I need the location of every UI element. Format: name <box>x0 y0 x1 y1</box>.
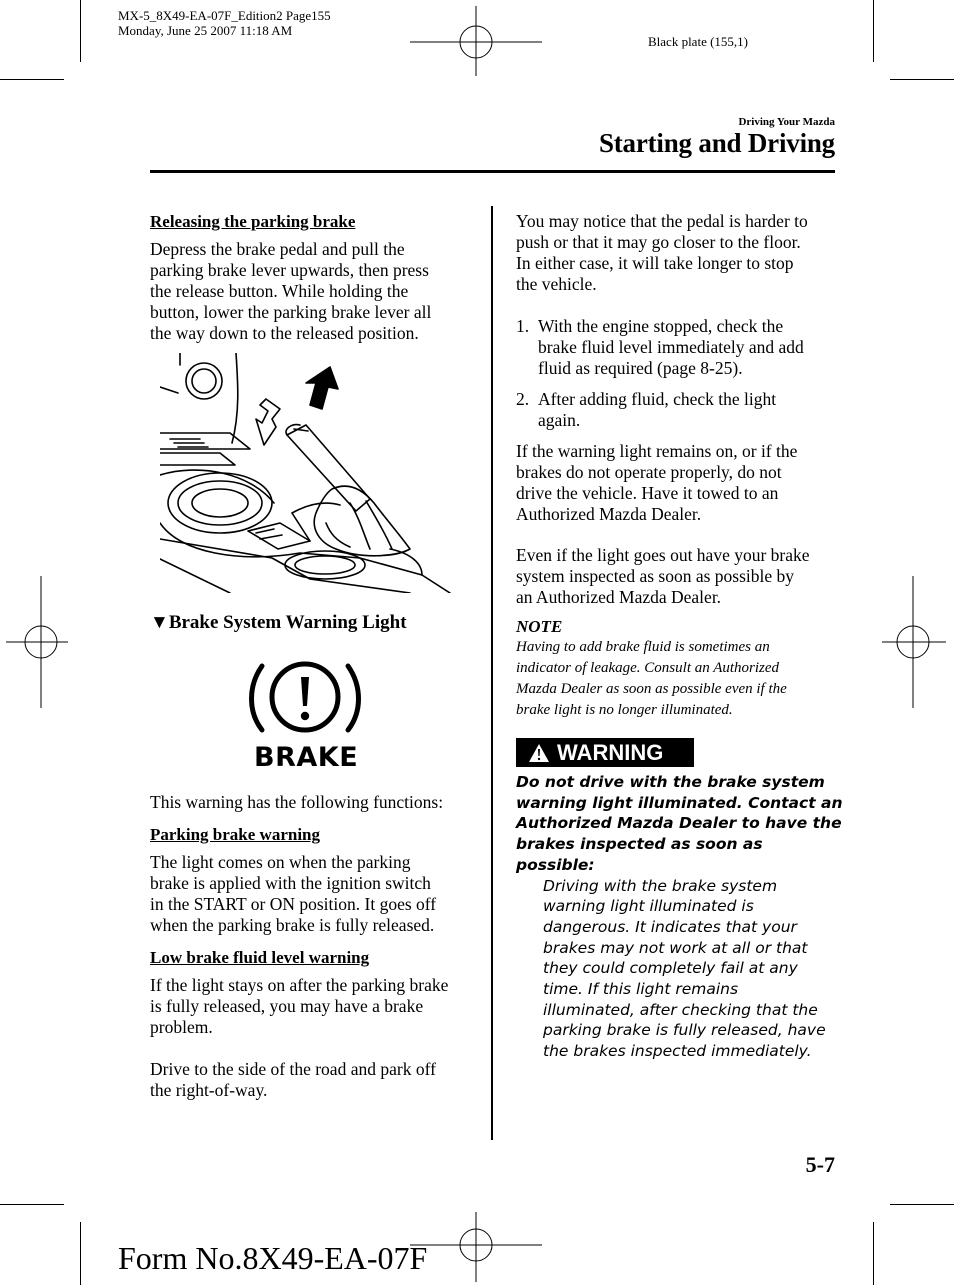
text-line: the way down to the released position. <box>150 323 419 343</box>
releasing-text <box>150 239 475 344</box>
crop-mark <box>873 0 874 62</box>
text-line: Having to add brake fluid is sometimes an <box>516 639 770 655</box>
drive-text <box>150 1059 475 1101</box>
text-line: The light comes on when the parking <box>150 852 411 872</box>
brake-warning-symbol <box>238 656 372 776</box>
parking-brake-illustration <box>160 353 456 593</box>
functions-line: This warning has the following functions: <box>150 792 444 812</box>
section-label: Driving Your Mazda <box>738 116 835 128</box>
text-line: the release button. While holding the <box>150 281 409 301</box>
warning-badge <box>516 738 694 767</box>
text-line: Drive to the side of the road and park off <box>150 1059 436 1079</box>
text-line: Do not drive with the brake system <box>516 773 825 791</box>
list-item <box>516 389 836 431</box>
text-line: an Authorized Mazda Dealer. <box>516 587 722 607</box>
warning-content <box>516 772 846 1062</box>
list-item <box>516 316 836 379</box>
left-column <box>150 211 475 344</box>
text-line: Mazda Dealer as soon as possible even if the <box>516 681 787 697</box>
text-line: dangerous. It indicates that your <box>543 917 797 936</box>
text-line: Authorized Mazda Dealer. <box>516 504 702 524</box>
text-line: drive the vehicle. Have it towed to an <box>516 483 779 503</box>
text-line: problem. <box>150 1017 213 1037</box>
left-column-lower <box>150 792 475 1101</box>
heading-triangle-icon: ▼ <box>150 612 169 633</box>
header-rule <box>150 170 835 173</box>
text-line: brakes may not work at all or that <box>543 938 808 957</box>
note-text <box>516 637 836 721</box>
even-text <box>516 545 836 608</box>
warning-lead <box>516 772 846 876</box>
releasing-title: Releasing the parking brake <box>150 212 356 231</box>
text-line: brakes inspected as soon as possible: <box>516 835 763 874</box>
text-line: fluid as required (page 8-25). <box>538 358 743 378</box>
exclamation-circle-icon <box>238 656 372 746</box>
text-line: You may notice that the pedal is harder to <box>516 211 808 231</box>
warning-label: WARNING <box>557 740 664 765</box>
step-number: 2. <box>516 389 530 409</box>
warning-light-heading-text: Brake System Warning Light <box>168 612 407 633</box>
text-line: parking brake is fully released, have <box>543 1021 826 1040</box>
crop-mark <box>0 1204 64 1205</box>
text-line: the right-of-way. <box>150 1080 268 1100</box>
text-line: Depress the brake pedal and pull the <box>150 239 405 259</box>
note-title: NOTE <box>516 617 563 636</box>
crop-mark <box>80 0 81 62</box>
warning-light-heading <box>150 612 407 634</box>
registration-mark-bottom <box>410 1212 542 1282</box>
text-line: warning light illuminated. Contact an <box>516 793 843 812</box>
text-line: In either case, it will take longer to stop <box>516 253 794 273</box>
text-line: brake fluid level immediately and add <box>538 337 804 357</box>
text-line: brakes do not operate properly, do not <box>516 462 782 482</box>
registration-mark-left <box>6 576 68 708</box>
text-line: Driving with the brake system <box>543 876 778 895</box>
print-file-line: MX-5_8X49-EA-07F_Edition2 Page155 <box>118 8 331 23</box>
intro-text <box>516 211 836 295</box>
text-line: Even if the light goes out have your brake <box>516 545 810 565</box>
crop-mark <box>0 79 64 80</box>
text-line: Authorized Mazda Dealer to have the <box>516 814 842 833</box>
text-line: After adding fluid, check the light <box>538 389 777 409</box>
text-line: With the engine stopped, check the <box>538 316 784 336</box>
steps-list <box>516 316 836 431</box>
text-line: when the parking brake is fully released. <box>150 915 435 935</box>
text-line: is fully released, you may have a brake <box>150 996 424 1016</box>
text-line: button, lower the parking brake lever all <box>150 302 432 322</box>
plate-label: Black plate (155,1) <box>648 34 748 49</box>
print-meta <box>118 8 331 38</box>
registration-mark-right <box>882 576 946 708</box>
text-line: parking brake lever upwards, then press <box>150 260 429 280</box>
chapter-title: Starting and Driving <box>598 128 835 158</box>
text-line: push or that it may go closer to the floor. <box>516 232 801 252</box>
text-line: If the warning light remains on, or if the <box>516 441 798 461</box>
fluid-warning-title: Low brake fluid level warning <box>150 948 370 967</box>
registration-mark-top <box>410 6 542 76</box>
text-line: indicator of leakage. Consult an Authorized <box>516 660 780 676</box>
text-line: again. <box>538 410 581 430</box>
crop-mark <box>873 1222 874 1285</box>
crop-mark <box>890 1204 954 1205</box>
text-line: the brakes inspected immediately. <box>543 1042 812 1061</box>
warning-body <box>516 876 846 1062</box>
text-line: system inspected as soon as possible by <box>516 566 795 586</box>
page-number: 5-7 <box>805 1152 835 1177</box>
crop-mark <box>80 1222 81 1285</box>
text-line: in the START or ON position. It goes off <box>150 894 437 914</box>
crop-mark <box>890 79 954 80</box>
brake-symbol-label: BRAKE <box>254 742 359 773</box>
text-line: brake is applied with the ignition switch <box>150 873 431 893</box>
text-line: brake light is no longer illuminated. <box>516 702 733 718</box>
right-column <box>516 211 836 721</box>
text-line: time. If this light remains <box>543 980 739 999</box>
text-line: warning light illuminated is <box>543 897 754 916</box>
form-number: Form No.8X49-EA-07F <box>118 1240 428 1276</box>
remains-text <box>516 441 836 525</box>
column-divider <box>491 206 493 1140</box>
parking-warning-title: Parking brake warning <box>150 825 321 844</box>
text-line: illuminated, after checking that the <box>543 1000 818 1019</box>
parking-warning-text <box>150 852 475 936</box>
print-date-line: Monday, June 25 2007 11:18 AM <box>118 23 293 38</box>
warning-triangle-icon <box>528 743 550 763</box>
text-line: the vehicle. <box>516 274 597 294</box>
text-line: If the light stays on after the parking brake <box>150 975 449 995</box>
fluid-warning-text <box>150 975 475 1038</box>
text-line: they could completely fail at any <box>543 959 798 978</box>
step-number: 1. <box>516 316 530 336</box>
